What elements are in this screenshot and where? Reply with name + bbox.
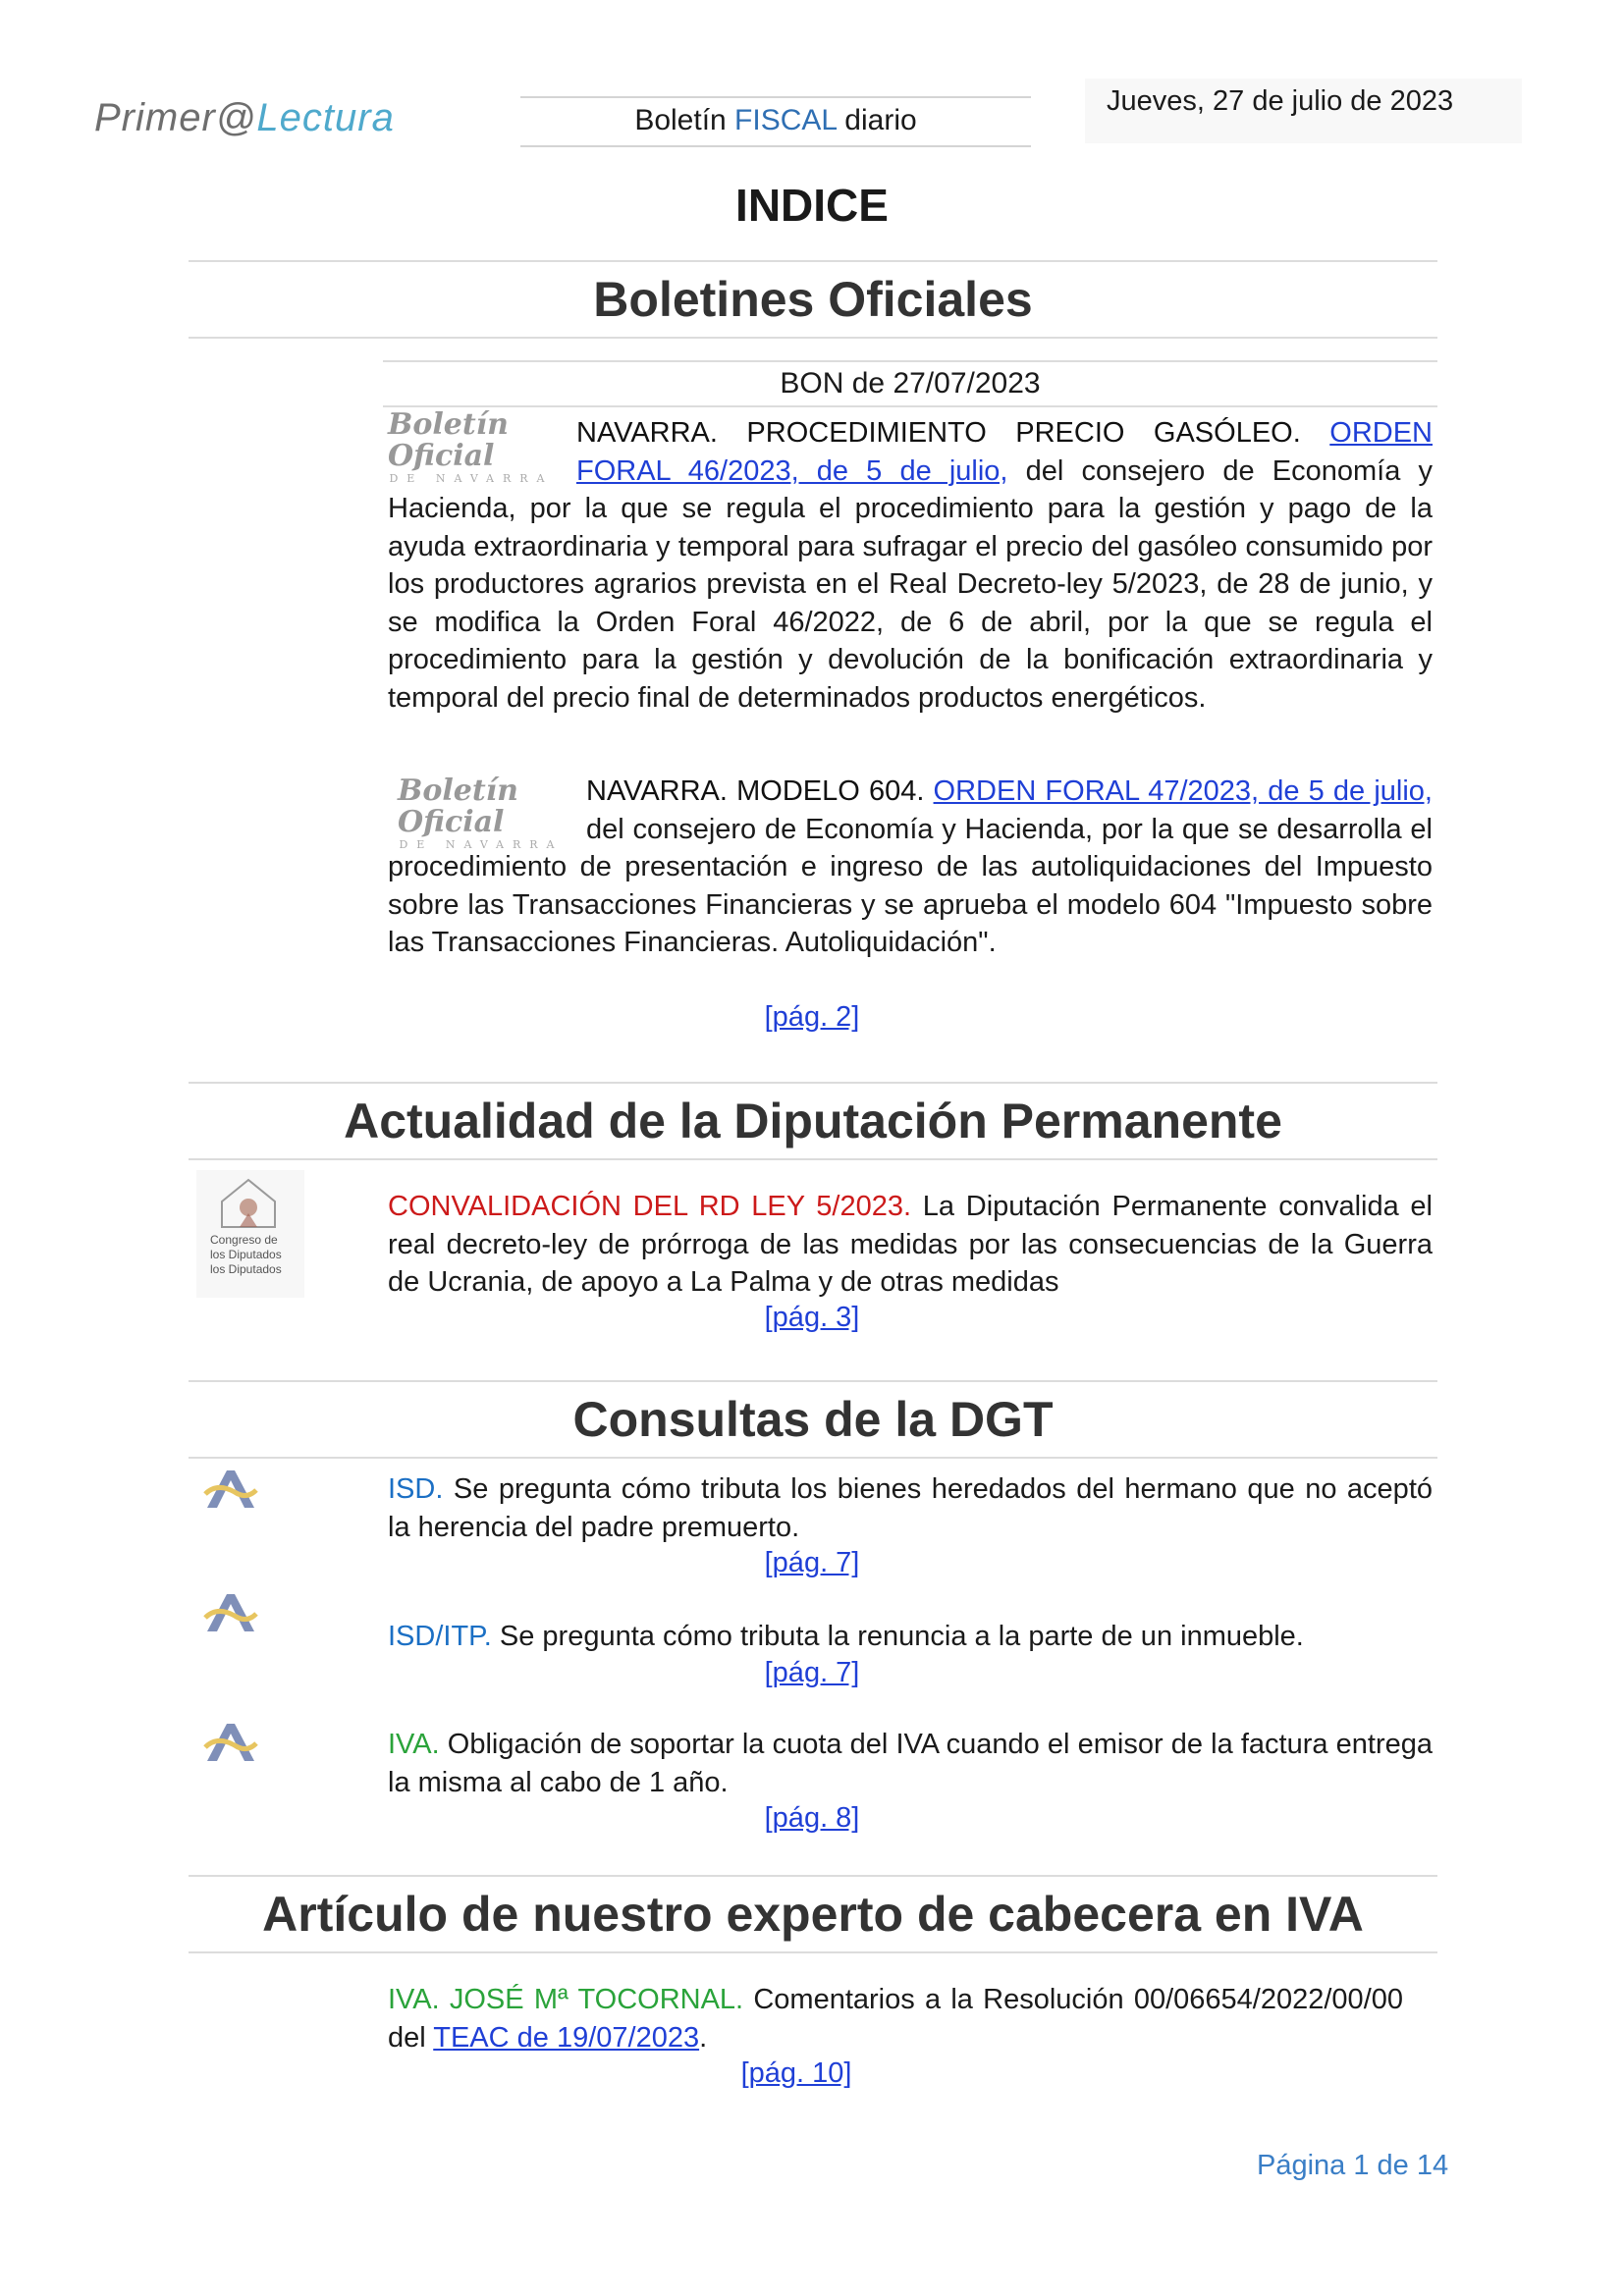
bon2-text: del consejero de Economía y Hacienda, por la que se desarrolla el procedimiento de presentación e ingreso de las autoliquidaciones del Impuesto sobre las Transacciones Financieras y se aprueba el modelo 604 "Impuesto sobre las Transacciones Financieras. Autoliquidación". xyxy=(388,813,1433,958)
bon-page-link[interactable]: [pág. 2] xyxy=(764,1001,860,1033)
congreso-logo: Congreso de los Diputados los Diputados xyxy=(196,1170,304,1298)
brand-logo xyxy=(94,96,395,140)
dgt3-lead: IVA. xyxy=(388,1729,440,1760)
bon-date-bar: BON de 27/07/2023 xyxy=(383,360,1437,407)
section-diputacion: Actualidad de la Diputación Permanente xyxy=(189,1082,1437,1160)
dgt-item-1 xyxy=(388,1470,1433,1546)
dip-text: La Diputación Permanente convalida el real decreto-ley de prórroga de las medidas por las consecuencias de la Guerra de Ucrania, de apoyo a La Palma y de otras medidas xyxy=(388,1191,1434,1298)
dgt1-lead: ISD. xyxy=(388,1473,444,1505)
boletin-navarra-logo: Boletín Oficial DE NAVARRA xyxy=(388,406,554,485)
brand-part1: Primer@ xyxy=(94,96,257,139)
diputacion-item xyxy=(388,1188,1433,1302)
dip-page-link[interactable]: [pág. 3] xyxy=(764,1302,860,1333)
aeat-logo-icon xyxy=(201,1465,260,1514)
dgt1-page-link[interactable]: [pág. 7] xyxy=(764,1547,860,1578)
dgt3-text: Obligación de soportar la cuota del IVA cuando el emisor de la factura entrega la misma al cabo de 1 año. xyxy=(388,1729,1433,1798)
dgt2-lead: ISD/ITP. xyxy=(388,1621,492,1652)
teac-link[interactable]: TEAC de 19/07/2023 xyxy=(433,2021,700,2054)
bon-item-2 xyxy=(388,773,1433,962)
dip-lead: CONVALIDACIÓN DEL RD LEY 5/2023. xyxy=(388,1191,912,1222)
section-boletines: Boletines Oficiales xyxy=(189,260,1437,339)
bulletin-post: diario xyxy=(836,104,917,136)
art-lead: IVA. JOSÉ Mª TOCORNAL. xyxy=(388,1984,744,2015)
dgt2-page-link[interactable]: [pág. 7] xyxy=(764,1657,860,1688)
dgt3-page-link[interactable]: [pág. 8] xyxy=(764,1802,860,1834)
art-page-link[interactable]: [pág. 10] xyxy=(740,2057,852,2089)
bon2-lead: NAVARRA. MODELO 604. xyxy=(586,775,934,807)
boletin-navarra-logo-2: Boletín Oficial DE NAVARRA xyxy=(398,773,564,851)
aeat-logo-icon xyxy=(201,1588,260,1637)
header-date: Jueves, 27 de julio de 2023 xyxy=(1085,79,1522,143)
articulo-item: IVA. JOSÉ Mª TOCORNAL. Comentarios a la Resolución 00/06654/2022/00/00 del TEAC de 19/07/2023. xyxy=(388,1984,1404,2054)
bon1-link[interactable]: ORDEN FORAL 46/2023, de 5 de julio, xyxy=(576,417,1433,487)
section-articulo: Artículo de nuestro experto de cabecera en IVA xyxy=(189,1875,1437,1953)
bulletin-title xyxy=(520,96,1031,147)
index-title: INDICE xyxy=(735,180,889,231)
section-dgt: Consultas de la DGT xyxy=(189,1380,1437,1459)
aeat-logo-icon xyxy=(201,1718,260,1767)
dgt-item-2 xyxy=(388,1618,1433,1656)
dgt1-text: Se pregunta cómo tributa los bienes heredados del hermano que no aceptó la herencia del padre premuerto. xyxy=(388,1473,1433,1543)
bon-item-1 xyxy=(388,406,1433,717)
brand-part2: Lectura xyxy=(256,96,395,139)
dgt2-text: Se pregunta cómo tributa la renuncia a la parte de un inmueble. xyxy=(491,1621,1304,1652)
art-text1: Comentarios a la Resolución 00/06654/2022/00/00 del xyxy=(388,1984,1404,2054)
bulletin-pre: Boletín xyxy=(634,104,735,136)
page-number: Página 1 de 14 xyxy=(1257,2150,1449,2181)
bulletin-fiscal: FISCAL xyxy=(734,104,837,136)
bon1-lead: NAVARRA. PROCEDIMIENTO PRECIO GASÓLEO. xyxy=(576,417,1330,449)
bon2-link[interactable]: ORDEN FORAL 47/2023, de 5 de julio, xyxy=(933,775,1433,807)
bon1-text: del consejero de Economía y Hacienda, por la que se regula el procedimiento para la gestión y pago de la ayuda extraordinaria y temporal para sufragar el precio del gasóleo consumido por los productores agrarios prevista en el Real Decreto-ley 5/2023, de 28 de junio, y se modifica la Orden Foral 46/2022, de 6 de abril, por la que se regula el procedimiento para la gestión y devolución de la bonificación extraordinaria y temporal del precio final de determinados productos energéticos. xyxy=(388,454,1433,714)
congreso-emblem-icon xyxy=(214,1174,283,1233)
dgt-item-3 xyxy=(388,1726,1433,1801)
